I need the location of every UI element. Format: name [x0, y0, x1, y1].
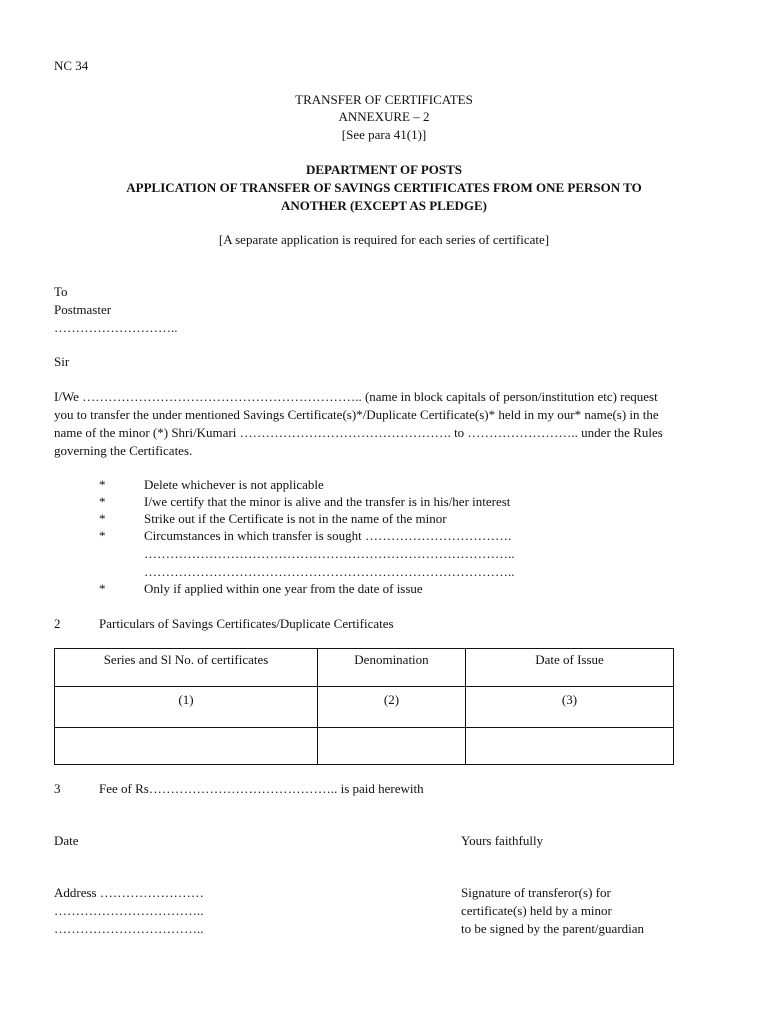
column-number: (2) [318, 687, 466, 728]
footnote-mark: * [99, 528, 106, 543]
footnote-text: Delete whichever is not applicable [144, 477, 324, 492]
footnote-mark: * [99, 511, 106, 526]
application-title-line-1: APPLICATION OF TRANSFER OF SAVINGS CERTIFICATES FROM ONE PERSON TO [126, 180, 642, 195]
signature-line-3: to be signed by the parent/guardian [461, 921, 645, 936]
request-line-3: name of the minor (*) Shri/Kumari …………………………………………. to …………………….. under the Rules [54, 425, 663, 440]
fee-paid-text: Fee of Rs…………………………………….. is paid herewith [99, 781, 424, 796]
footnote-mark: * [99, 477, 106, 492]
table-cell[interactable] [55, 728, 318, 765]
footnote-text: I/we certify that the minor is alive and the transfer is in his/her interest [144, 494, 511, 509]
form-code: NC 34 [54, 58, 89, 73]
footnote-mark: * [99, 581, 106, 596]
table-header-row [55, 649, 674, 687]
table-number-row [55, 687, 674, 728]
department-title: DEPARTMENT OF POSTS [305, 162, 463, 177]
table-cell[interactable] [318, 728, 466, 765]
header-denomination: Denomination [318, 649, 466, 687]
table-cell[interactable] [466, 728, 674, 765]
request-line-4: governing the Certificates. [54, 443, 193, 458]
signature-line-1: Signature of transferor(s) for [461, 885, 611, 900]
postmaster-dots: ……………………….. [54, 320, 178, 335]
yours-faithfully: Yours faithfully [461, 833, 544, 848]
separate-application-note: [A separate application is required for each series of certificate] [218, 232, 550, 247]
section-2-number: 2 [54, 616, 61, 631]
title-line-1: TRANSFER OF CERTIFICATES [295, 92, 473, 107]
footnote-text: Only if applied within one year from the date of issue [144, 581, 423, 596]
header-series: Series and Sl No. of certificates [55, 649, 318, 687]
column-number: (1) [55, 687, 318, 728]
salutation: Sir [54, 354, 70, 369]
address-line-1: Address …………………… [54, 885, 204, 900]
footnote-text: Strike out if the Certificate is not in the name of the minor [144, 511, 447, 526]
postmaster-label: Postmaster [54, 302, 112, 317]
section-3-number: 3 [54, 781, 61, 796]
request-paragraph [54, 388, 722, 460]
title-line-2: ANNEXURE – 2 [338, 109, 430, 124]
to-label: To [54, 284, 68, 299]
application-title-line-2: ANOTHER (EXCEPT AS PLEDGE) [281, 198, 487, 213]
certificates-table [54, 648, 674, 765]
date-label: Date [54, 833, 79, 848]
address-line-2: …………………………….. [54, 903, 204, 918]
section-2-heading: Particulars of Savings Certificates/Duplicate Certificates [99, 616, 394, 631]
footnote-continuation: ………………………………………………………………………….. [144, 546, 515, 561]
footnote-mark: * [99, 494, 106, 509]
title-line-3: [See para 41(1)] [341, 127, 427, 142]
table-row [55, 728, 674, 765]
address-line-3: …………………………….. [54, 921, 204, 936]
header-date-of-issue: Date of Issue [466, 649, 674, 687]
column-number: (3) [466, 687, 674, 728]
request-line-1: I/We ……………………………………………………….. (name in block capitals of person/institution etc) request [54, 389, 658, 404]
footnote-continuation: ………………………………………………………………………….. [144, 564, 515, 579]
footnote-text: Circumstances in which transfer is sought ……………………………. [144, 528, 512, 543]
request-line-2: you to transfer the under mentioned Savings Certificate(s)*/Duplicate Certificate(s)* held in my our* name(s) in the [54, 407, 659, 422]
signature-line-2: certificate(s) held by a minor [461, 903, 612, 918]
